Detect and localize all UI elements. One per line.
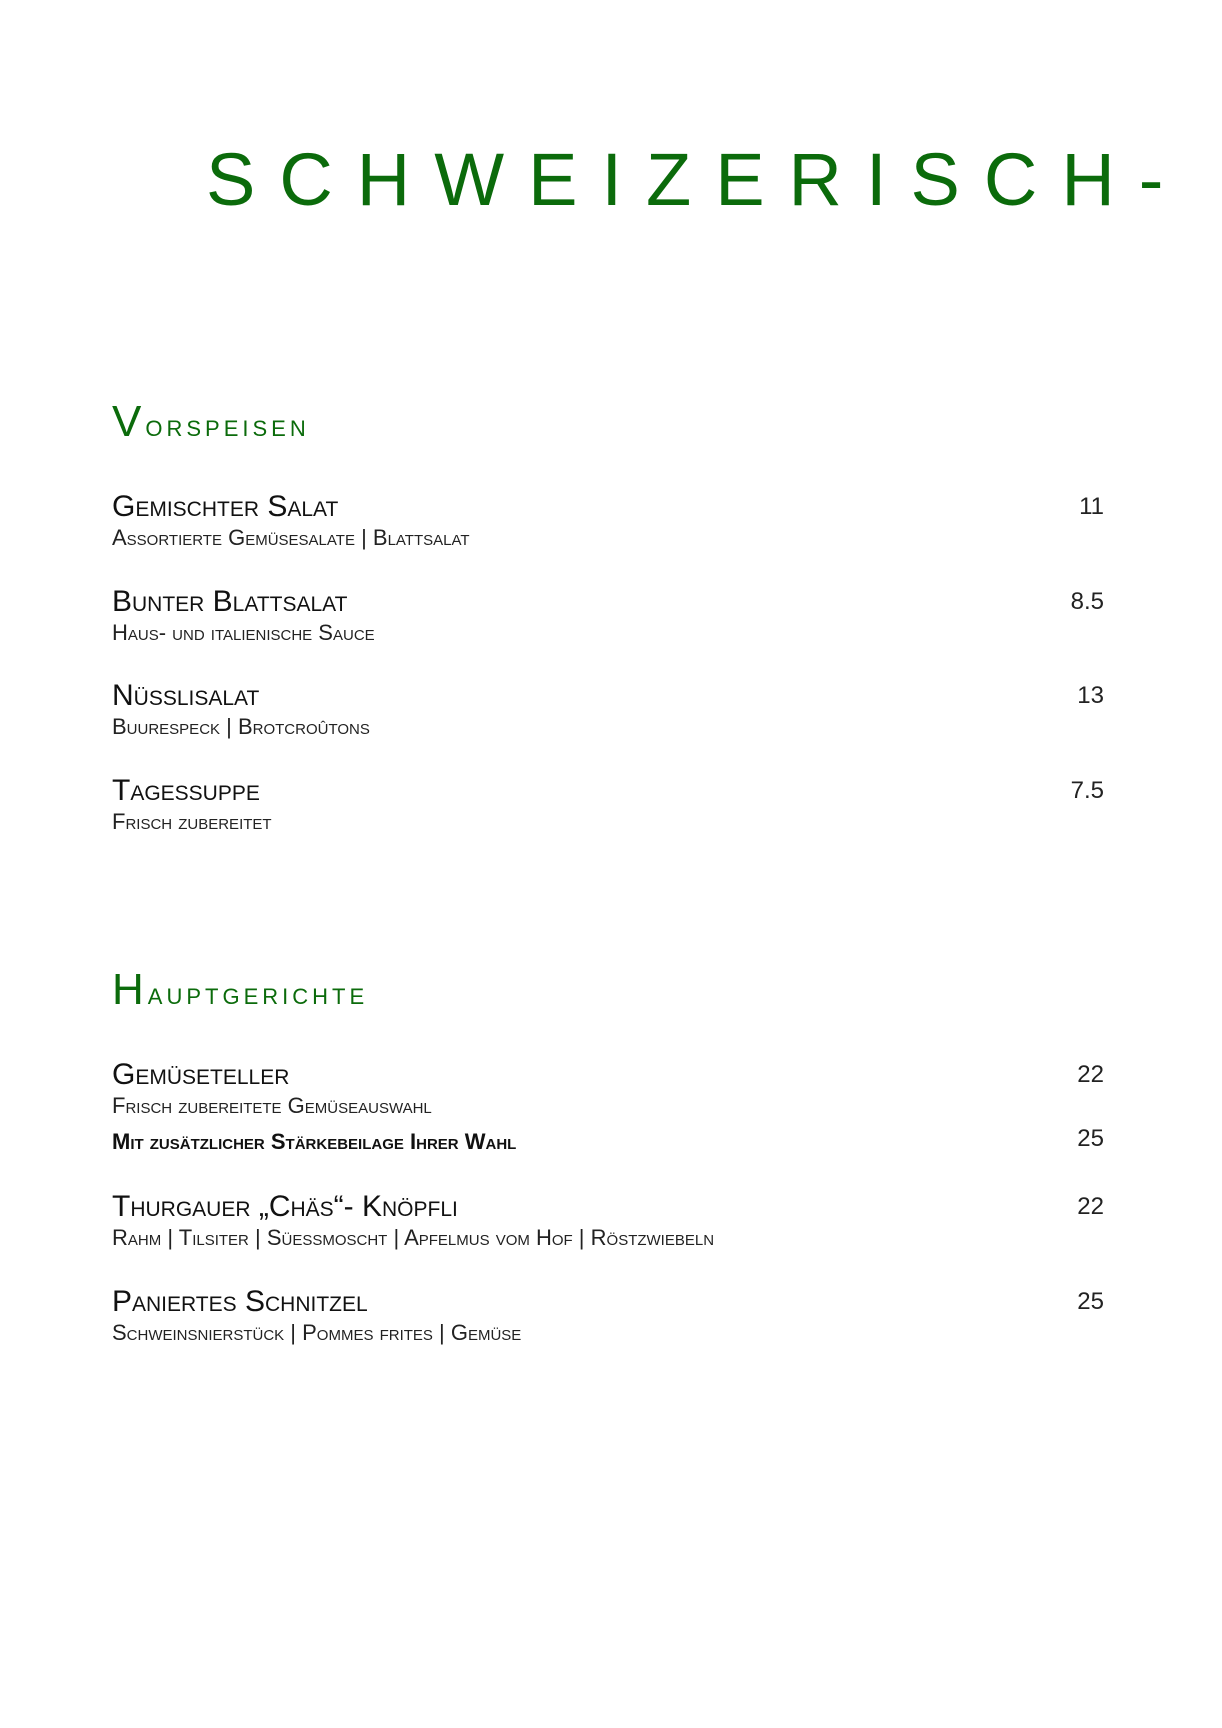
- menu-item: [112, 1058, 1104, 1156]
- menu-title: SCHWEIZERISCH-: [206, 138, 1188, 221]
- item-price: 11: [1079, 493, 1104, 520]
- menu-item: [112, 490, 1104, 552]
- item-price: 22: [1077, 1061, 1104, 1088]
- item-description: Frisch zubereitet: [112, 809, 272, 834]
- item-extra-price: 25: [1077, 1125, 1104, 1152]
- item-extra-option: Mit zusätzlicher Stärkebeilage Ihrer Wahl: [112, 1129, 517, 1154]
- menu-item: [112, 774, 1104, 836]
- item-description: Frisch zubereitete Gemüseauswahl: [112, 1093, 432, 1118]
- menu-item: [112, 585, 1104, 647]
- item-price: 25: [1077, 1288, 1104, 1315]
- section-title-vorspeisen: Vorspeisen: [112, 397, 310, 446]
- item-name: Gemüseteller: [112, 1058, 290, 1091]
- item-description: Rahm | Tilsiter | Süessmoscht | Apfelmus vom Hof | Röstzwiebeln: [112, 1225, 715, 1250]
- item-name: Nüsslisalat: [112, 679, 260, 712]
- menu-item: [112, 1190, 1104, 1252]
- item-price: 13: [1077, 682, 1104, 709]
- item-name: Paniertes Schnitzel: [112, 1285, 368, 1318]
- item-name: Bunter Blattsalat: [112, 585, 348, 618]
- item-name: Gemischter Salat: [112, 490, 339, 523]
- item-name: Tagessuppe: [112, 774, 260, 807]
- item-price: 8.5: [1070, 588, 1104, 615]
- item-name: Thurgauer „Chäs“- Knöpfli: [112, 1190, 458, 1223]
- item-description: Schweinsnierstück | Pommes frites | Gemüse: [112, 1320, 522, 1345]
- item-description: Haus- und italienische Sauce: [112, 620, 375, 645]
- item-description: Assortierte Gemüsesalate | Blattsalat: [112, 525, 470, 550]
- menu-item: [112, 1285, 1104, 1347]
- item-price: 22: [1077, 1193, 1104, 1220]
- section-title-hauptgerichte: Hauptgerichte: [112, 965, 369, 1014]
- menu-item: [112, 679, 1104, 741]
- item-price: 7.5: [1070, 777, 1104, 804]
- item-description: Buurespeck | Brotcroûtons: [112, 714, 370, 739]
